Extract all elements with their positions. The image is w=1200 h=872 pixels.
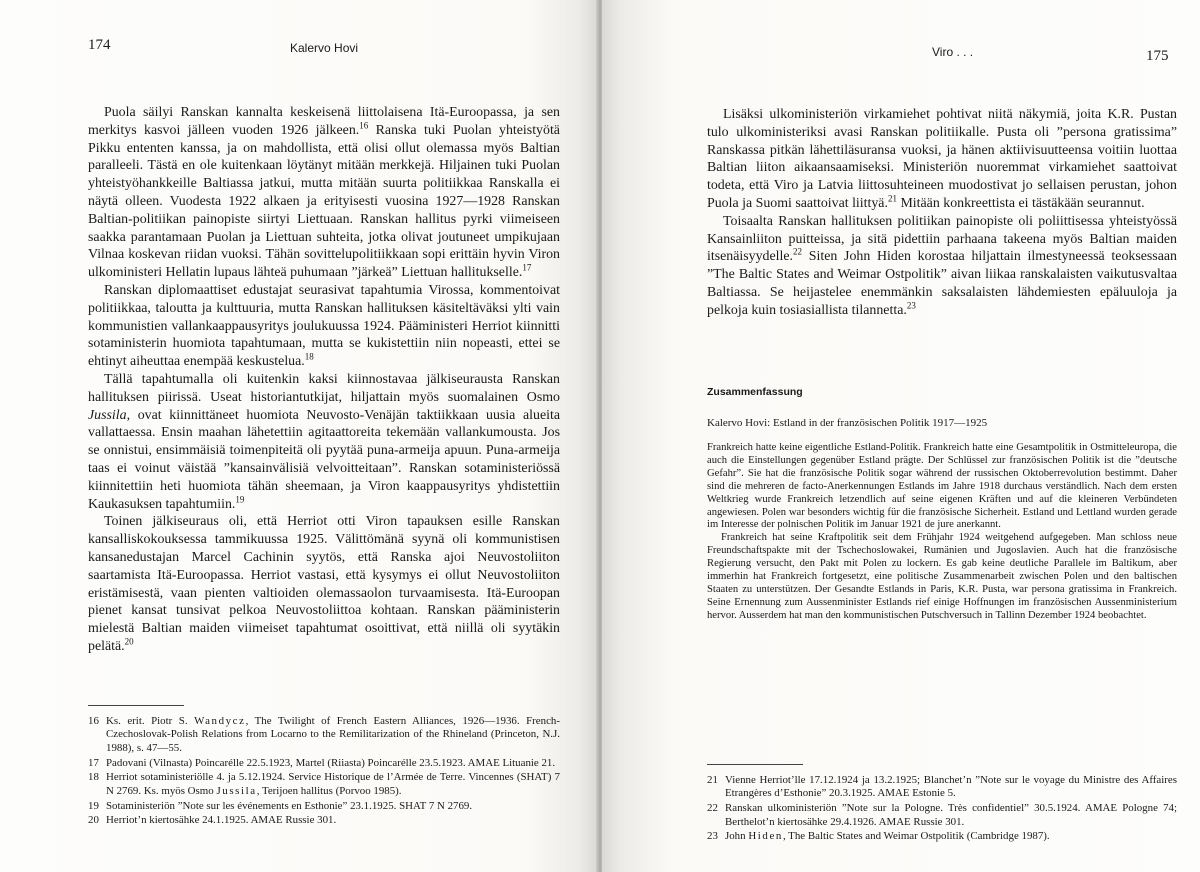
paragraph: Puola säilyi Ranskan kannalta keskeisenä liittolaisena Itä-Euroopassa, ja sen merkitys kasvoi jälleen vuoden 1926 jälkeen.$^{16}$ Ranska tuki Puolan yhteistyötä Pikku ententen kanssa, ja on mahdollista, että olisi ollut olemassa myös Baltian paralleeli. Tästä en ole kuitenkaan löytänyt mitään merkkejä. Hiljainen tuki Puolan yhteistyöhankkeille Baltiassa jatkui, mutta mitään suurta politiikkaa Ranskalla ei näytä olleen. Vuodesta 1922 alkaen ja erityisesti vuosina 1927—1928 Ranskan Baltian-politiikan painopiste siirtyi Liettuaan. Ranskan hallitus pyrki viimeiseen saakka parantamaan Puolan ja Liettuan suhteita, jotka olivat joutuneet umpikujaan Vilnaa koskevan riidan vuoksi. Tähän sovittelupolitiikkaan sopi erittäin hyvin Viron ulkoministeri Hellatin lupaus lähteä puhumaan ”järkeä” Liettuan hallitukselle.$^{17}$ — [88, 105, 560, 281]
right-footnotes — [707, 774, 1177, 845]
footnote: 23 John Hiden, The Baltic States and Weimar Ostpolitik (Cambridge 1987). — [707, 830, 1050, 843]
left-footnotes — [88, 715, 560, 829]
page-number-right: 175 — [1146, 48, 1169, 64]
page-number-left: 174 — [88, 37, 111, 53]
left-page — [0, 0, 598, 872]
summary-subtitle: Kalervo Hovi: Estland in der französischen Politik 1917—1925 — [707, 417, 988, 429]
footnote: 19 Sotaministeriön ”Note sur les événements en Esthonie” 23.1.1925. SHAT 7 N 2769. — [88, 799, 473, 812]
footnote-rule — [88, 705, 184, 706]
running-head-left: Kalervo Hovi — [290, 41, 359, 55]
footnote: 21 Vienne Herriot’lle 17.12.1924 ja 13.2.1925; Blanchet’n ”Note sur le voyage du Ministre des Affaires Etrangères d’Esthonie” 20.3.1925. AMAE Estonie 5. — [707, 774, 1177, 800]
paragraph: Toinen jälkiseuraus oli, että Herriot otti Viron tapauksen esille Ranskan kansalliskokouksessa tammikuussa 1925. Välittömänä syynä oli kommunistisen kansanedustajan Marcel Cachinin syytös, että Ranska ajoi Neuvostoliiton saartamista Itä-Euroopassa. Herriot vastasi, että kysymys ei ollut Neuvostoliiton eristämisestä, vaan pienten valtioiden olemassaolon turvaamisesta. Itä-Euroopan pienet kansat tunsivat pelkoa Neuvostoliittoa kohtaan. Ranskan pääministerin mielestä Baltian maiden viimeiset tapahtumat osoittivat, että niillä oli syytäkin pelätä.$^{20}$ — [88, 514, 560, 654]
paragraph: Tällä tapahtumalla oli kuitenkin kaksi kiinnostavaa jälkiseurausta Ranskan hallituksen piirissä. Useat historiantutkijat, hiljattain myös suomalainen Osmo Jussila, ovat kiinnittäneet huomiota Neuvosto-Venäjän taktiikkaan uusia alueita vallattaessa. Ensin maahan lähetettiin agitaattoreita tekemään vallankumousta. Jos se onnistui, ensimmäisiä toimenpiteitä oli pyytää puna-armeija apuun. Puna-armeija taas ei voinut väistää ”kansainvälisiä velvoitteitaan”. Ranskan sotaministeriössä kiinnitettiin heti huomiota tähän sheemaan, ja Viron kaappausyritys yhdistettiin Kaukasuksen tapahtumiin.$^{19}$ — [88, 371, 560, 512]
running-head-right: Viro . . . — [932, 45, 974, 59]
footnote: 22 Ranskan ulkoministeriön ”Note sur la Pologne. Très confidentiel” 30.5.1924. AMAE Pologne 74; Berthelot’n kiertosähke 29.4.1926. AMAE Russie 301. — [707, 802, 1177, 828]
left-body-text — [88, 104, 560, 656]
right-page — [602, 0, 1200, 872]
summary-text — [707, 442, 1177, 623]
paragraph: Ranskan diplomaattiset edustajat seurasivat tapahtumia Virossa, kommentoivat politiikkaa, taloutta ja kulttuuria, mutta Ranskan hallituksen käsiteltäväksi ylti vain kommunistien vallankaappausyritys joulukuussa 1924. Pääministeri Herriot kiinnitti sotaministerin huomiota tapahtumaan, mutta se kukistettiin niin nopeasti, ettei se ehtinyt aiheuttaa enempää keskustelua.$^{18}$ — [88, 282, 560, 370]
summary-paragraph: Frankreich hatte keine eigentliche Estland-Politik. Frankreich hatte eine Gesamtpolitik in Ostmitteleuropa, die auch die Einstellungen gegenüber Estland prägte. Der Schlüssel zur französischen Politik ist die ”deutsche Gefahr”. Sie hat die französische Politik sogar während der russischen Oktoberrevolution bestimmt. Daher sind die mehreren de facto-Anerkennungen Estlands im Jahre 1918 durchaus verständlich. Nach dem ersten Weltkrieg wurde Frankreich letzendlich auf seine eigenen Kräften und auf die kleineren Verbündeten angewiesen. Polen war besonders wichtig für die französische Sicherheit. Estland und Lettland wurden gerade im Interesse der polnischen Politik im Januar 1921 de jure anerkannt. — [707, 442, 1177, 531]
footnote: 20 Herriot’n kiertosähke 24.1.1925. AMAE Russie 301. — [88, 814, 337, 827]
summary-title: Zusammenfassung — [707, 386, 803, 398]
paragraph: Toisaalta Ranskan hallituksen politiikan painopiste oli poliittisessa yhteistyössä Kansainliiton puitteissa, ja sitä pidettiin parhaana takeena myös Baltian maiden itsenäisyydelle.$^{22}$ Siten John Hiden korostaa hiljattain ilmestyneessä teoksessaan ”The Baltic States and Weimar Ostpolitik” aivan liikaa ranskalaisten vaikutusvaltaa Baltiassa. Se heijastelee enemmänkin saksalaisten lähdemiesten epäluuloja ja pelkoja kuin tosiasiallista tilannetta.$^{23}$ — [707, 213, 1177, 318]
summary-paragraph: Frankreich hat seine Kraftpolitik seit dem Frühjahr 1924 weitgehend aufgegeben. Man schloss neue Freundschaftspakte mit der Tschechoslowakei, Rumänien und Jugoslavien. Auch hat die französische Regierung versucht, den Pakt mit Polen zu lockern. Es gab keine deutliche Parallele im Baltikum, aber immerhin hat Frankreich fortgesetzt, eine politische Zusammenarbeit zwischen Polen und den baltischen Staaten zu unterstützen. Der Gesandte Estlands in Paris, K.R. Pusta, war persona gratissima in Frankreich. Seine Ernennung zum Aussenminister Estlands rief einige Hoffnungen im französischen Aussenministerium hervor. Ausserdem hat man den kommunistischen Putschversuch in Tallinn Dezember 1924 beobachtet. — [707, 532, 1177, 621]
footnote-rule — [707, 764, 803, 765]
footnote: 17 Padovani (Vilnasta) Poincarélle 22.5.1923, Martel (Riiasta) Poincarélle 23.5.1923. AMAE Lituanie 21. — [88, 756, 556, 769]
paragraph: Lisäksi ulkoministeriön virkamiehet pohtivat niitä näkymiä, joita K.R. Pustan tulo ulkoministeriksi avasi Ranskan politiikalle. Pusta oli ”persona gratissima” Ranskassa pitkän lähettiläsuransa vuoksi, ja hänen aktiivisuutteensa voitiin luottaa Baltian liiton aikaansaamiseksi. Ministeriön nuoremmat virkamiehet saattoivat todeta, että Viro ja Latvia liittosuhteineen muodostivat jo sellaisen perustan, johon Puola ja Suomi saattoivat liittyä.$^{21}$ Mitään konkreettista ei tästäkään seurannut. — [707, 107, 1177, 211]
right-body-text — [707, 106, 1177, 320]
footnote: 18 Herriot sotaministeriölle 4. ja 5.12.1924. Service Historique de l’Armée de Terre. Vincennes (SHAT) 7 N 2769. Ks. myös Osmo Jussila, Terijoen hallitus (Porvoo 1985). — [88, 771, 560, 797]
footnote: 16 Ks. erit. Piotr S. Wandycz, The Twilight of French Eastern Alliances, 1926—1936. French-Czechoslovak-Polish Relations from Locarno to the Remilitarization of the Rhineland (Princeton, N.J. 1988), s. 47—55. — [88, 715, 560, 754]
